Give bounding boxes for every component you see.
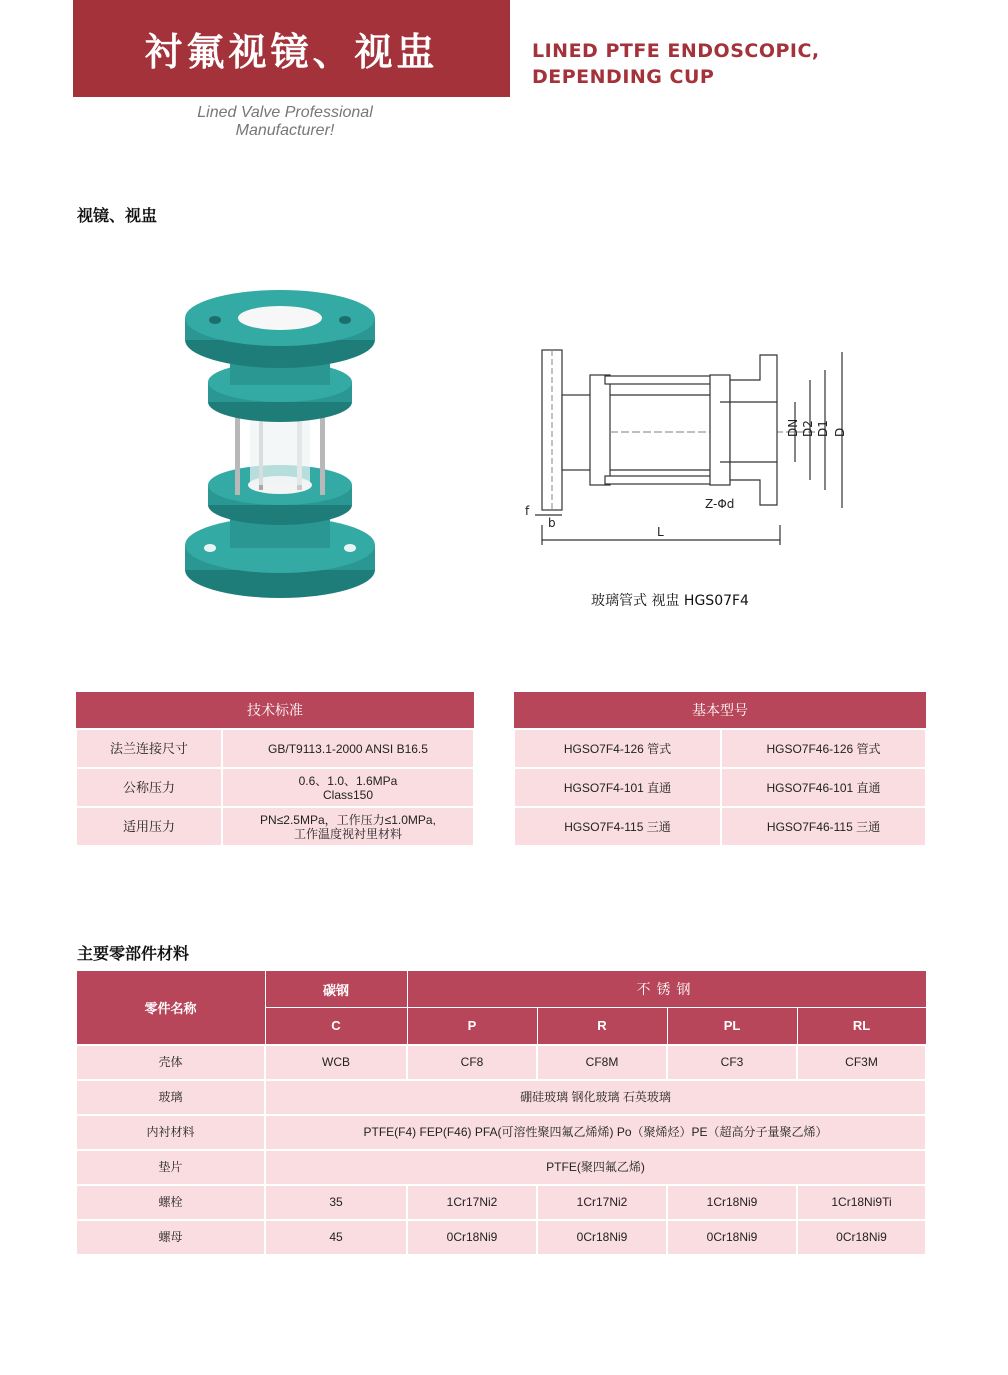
model-cell: HGSO7F4-101 直通 xyxy=(514,768,721,807)
table-row xyxy=(76,1185,926,1220)
dim-label-b: b xyxy=(548,516,556,530)
dim-label-z: Z-Φd xyxy=(705,497,735,511)
model-cell: HGSO7F46-115 三通 xyxy=(721,807,926,846)
standards-value: PN≤2.5MPa，工作压力≤1.0MPa, 工作温度视衬里材料 xyxy=(222,807,474,846)
model-cell: HGSO7F46-126 管式 xyxy=(721,729,926,768)
material-cell: 45 xyxy=(265,1220,407,1255)
material-cell: 1Cr17Ni2 xyxy=(537,1185,667,1220)
english-title xyxy=(532,38,820,90)
material-cell: 1Cr18Ni9 xyxy=(667,1185,797,1220)
model-cell: HGSO7F46-101 直通 xyxy=(721,768,926,807)
material-cell: 1Cr18Ni9Ti xyxy=(797,1185,926,1220)
code-r: R xyxy=(537,1008,667,1045)
tagline-line2: Manufacturer! xyxy=(235,122,335,139)
model-table-header: 基本型号 xyxy=(514,692,926,729)
material-cell: 0Cr18Ni9 xyxy=(407,1220,537,1255)
model-table xyxy=(513,692,927,847)
material-span-cell: PTFE(聚四氟乙烯) xyxy=(265,1150,926,1185)
table-row xyxy=(76,768,474,807)
technical-drawing xyxy=(515,340,855,555)
sight-glass-photo xyxy=(175,290,385,600)
dim-label-d: D xyxy=(833,427,847,437)
table-row xyxy=(76,807,474,846)
page-title: 衬氟视镜、视盅 xyxy=(144,30,439,74)
part-name: 垫片 xyxy=(76,1150,265,1185)
material-cell: WCB xyxy=(265,1045,407,1080)
english-title-line2: DEPENDING CUP xyxy=(532,66,715,88)
standards-label: 公称压力 xyxy=(76,768,222,807)
dim-label-l: L xyxy=(657,525,664,539)
standards-label: 法兰连接尺寸 xyxy=(76,729,222,768)
standards-table xyxy=(75,692,475,847)
code-pl: PL xyxy=(667,1008,797,1045)
table-row xyxy=(514,768,926,807)
material-cell: 1Cr17Ni2 xyxy=(407,1185,537,1220)
section-title-materials: 主要零部件材料 xyxy=(77,944,190,963)
code-rl: RL xyxy=(797,1008,926,1045)
model-cell: HGSO7F4-126 管式 xyxy=(514,729,721,768)
section-title-sight-glass: 视镜、视盅 xyxy=(77,206,158,225)
material-cell: CF8 xyxy=(407,1045,537,1080)
col-header-carbon-steel: 碳钢 xyxy=(265,971,407,1008)
dim-label-f: f xyxy=(525,504,530,518)
material-cell: CF3 xyxy=(667,1045,797,1080)
english-title-line1: LINED PTFE ENDOSCOPIC, xyxy=(532,40,820,62)
dim-label-dn: DN xyxy=(786,418,800,437)
standards-table-header: 技术标准 xyxy=(76,692,474,729)
table-row xyxy=(76,1220,926,1255)
part-name: 螺栓 xyxy=(76,1185,265,1220)
material-cell: CF8M xyxy=(537,1045,667,1080)
table-row xyxy=(76,1115,926,1150)
dim-label-d1: D1 xyxy=(816,420,830,437)
material-span-cell: PTFE(F4) FEP(F46) PFA(可溶性聚四氟乙烯烯) Po（聚烯烃）PE（超高分子量聚乙烯） xyxy=(265,1115,926,1150)
material-cell: CF3M xyxy=(797,1045,926,1080)
model-cell: HGSO7F4-115 三通 xyxy=(514,807,721,846)
col-header-stainless-steel: 不锈钢 xyxy=(407,971,926,1008)
material-span-cell: 硼硅玻璃 钢化玻璃 石英玻璃 xyxy=(265,1080,926,1115)
col-header-part-name: 零件名称 xyxy=(76,971,265,1045)
part-name: 玻璃 xyxy=(76,1080,265,1115)
table-row xyxy=(76,1080,926,1115)
header-banner xyxy=(73,0,510,97)
standards-value: GB/T9113.1-2000 ANSI B16.5 xyxy=(222,729,474,768)
tagline xyxy=(170,104,400,140)
part-name: 壳体 xyxy=(76,1045,265,1080)
part-name: 螺母 xyxy=(76,1220,265,1255)
standards-value: 0.6、1.0、1.6MPa Class150 xyxy=(222,768,474,807)
table-row xyxy=(514,729,926,768)
material-cell: 0Cr18Ni9 xyxy=(537,1220,667,1255)
parts-materials-table xyxy=(75,970,927,1256)
table-row xyxy=(514,807,926,846)
code-c: C xyxy=(265,1008,407,1045)
dim-label-d2: D2 xyxy=(801,420,815,437)
standards-label: 适用压力 xyxy=(76,807,222,846)
tagline-line1: Lined Valve Professional xyxy=(197,104,373,121)
part-name: 内衬材料 xyxy=(76,1115,265,1150)
material-cell: 0Cr18Ni9 xyxy=(797,1220,926,1255)
code-p: P xyxy=(407,1008,537,1045)
table-row xyxy=(76,729,474,768)
material-cell: 0Cr18Ni9 xyxy=(667,1220,797,1255)
material-cell: 35 xyxy=(265,1185,407,1220)
table-row xyxy=(76,1150,926,1185)
drawing-caption: 玻璃管式 视盅 HGS07F4 xyxy=(591,593,749,609)
table-row xyxy=(76,1045,926,1080)
